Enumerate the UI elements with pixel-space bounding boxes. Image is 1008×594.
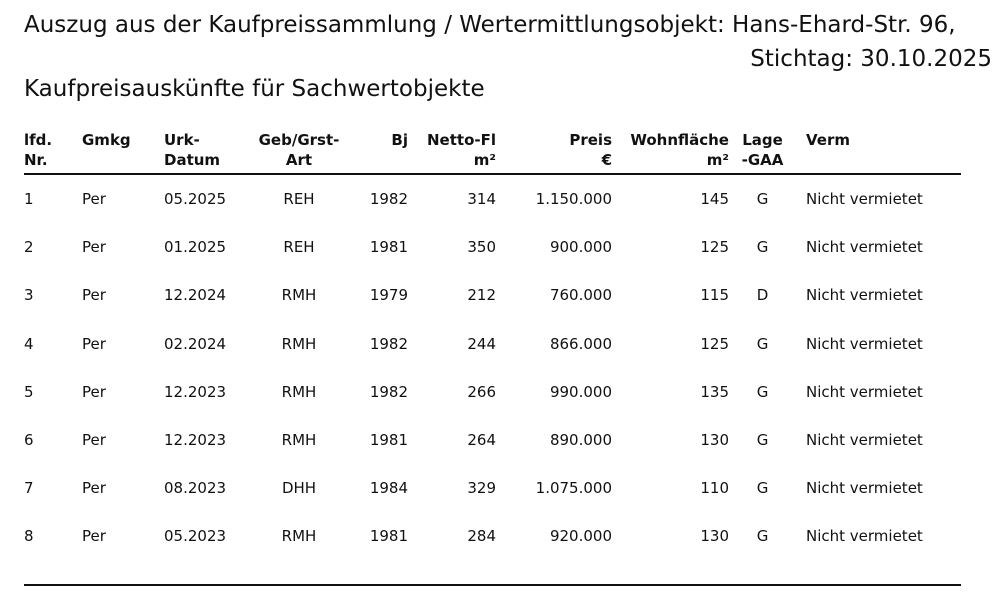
cell-lage-gaa: G <box>756 479 769 498</box>
cell-lage-gaa: G <box>756 190 769 209</box>
cell-bj: 1981 <box>369 238 408 257</box>
cell-urk-datum: 01.2025 <box>164 238 227 257</box>
cell-wohnflaeche: 125 <box>700 334 729 353</box>
col-header-line1: Wohnfläche <box>630 131 729 149</box>
cell-preis: 760.000 <box>549 286 612 305</box>
cell-geb-grst-art: REH <box>283 190 315 209</box>
col-header-bj <box>350 128 408 174</box>
cell-netto-fl: 329 <box>467 479 496 498</box>
cell-verm: Nicht vermietet <box>806 190 923 209</box>
col-header-line1: Verm <box>806 131 850 149</box>
cell-bj: 1982 <box>369 334 408 353</box>
col-header-gmkg <box>82 128 164 174</box>
cell-preis: 1.150.000 <box>535 190 612 209</box>
col-header-verm <box>796 128 961 174</box>
table-row <box>24 464 961 512</box>
col-header-line1: lfd. <box>24 131 53 149</box>
cell-netto-fl: 264 <box>467 431 496 450</box>
cell-geb-grst-art: RMH <box>281 286 317 305</box>
col-header-line1: Lage <box>742 131 783 149</box>
cell-verm: Nicht vermietet <box>806 238 923 257</box>
col-header-preis <box>496 128 612 174</box>
cell-wohnflaeche: 125 <box>700 238 729 257</box>
cell-preis: 1.075.000 <box>535 479 612 498</box>
cell-gmkg: Per <box>82 334 106 353</box>
cell-bj: 1982 <box>369 382 408 401</box>
col-header-line2: m² <box>706 151 729 169</box>
cell-lfd-nr: 6 <box>24 431 34 450</box>
col-header-line2: Art <box>285 151 313 169</box>
col-header-line1: Urk- <box>164 131 200 149</box>
cell-geb-grst-art: RMH <box>281 527 317 546</box>
col-header-line1: Bj <box>391 131 408 149</box>
cell-verm: Nicht vermietet <box>806 286 923 305</box>
col-header-line2: -GAA <box>741 151 784 169</box>
bottom-divider <box>24 584 961 586</box>
cell-lfd-nr: 8 <box>24 527 34 546</box>
cell-urk-datum: 12.2024 <box>164 286 227 305</box>
cell-lfd-nr: 1 <box>24 190 34 209</box>
cell-gmkg: Per <box>82 190 106 209</box>
cell-geb-grst-art: RMH <box>281 431 317 450</box>
cell-verm: Nicht vermietet <box>806 382 923 401</box>
cell-gmkg: Per <box>82 479 106 498</box>
cell-lage-gaa: G <box>756 382 769 401</box>
table-row <box>24 416 961 464</box>
cell-preis: 866.000 <box>549 334 612 353</box>
cell-lfd-nr: 4 <box>24 334 34 353</box>
table-row <box>24 223 961 271</box>
cell-wohnflaeche: 115 <box>700 286 729 305</box>
cell-verm: Nicht vermietet <box>806 527 923 546</box>
cell-wohnflaeche: 145 <box>700 190 729 209</box>
section-subtitle: Kaufpreisauskünfte für Sachwertobjekte <box>24 76 485 102</box>
table-row <box>24 174 961 223</box>
col-header-lfd-nr <box>24 128 82 174</box>
cell-bj: 1981 <box>369 527 408 546</box>
col-header-lage-gaa <box>729 128 796 174</box>
document-title: Auszug aus der Kaufpreissammlung / Wertermittlungsobjekt: Hans-Ehard-Str. 96, <box>24 12 956 38</box>
cell-lfd-nr: 5 <box>24 382 34 401</box>
cell-bj: 1982 <box>369 190 408 209</box>
cell-lage-gaa: G <box>756 334 769 353</box>
cell-gmkg: Per <box>82 527 106 546</box>
cell-bj: 1981 <box>369 431 408 450</box>
cell-gmkg: Per <box>82 238 106 257</box>
cell-urk-datum: 05.2023 <box>164 527 227 546</box>
reference-date: Stichtag: 30.10.2025 <box>750 46 992 72</box>
cell-geb-grst-art: RMH <box>281 334 317 353</box>
col-header-line2: Datum <box>164 151 221 169</box>
cell-wohnflaeche: 135 <box>700 382 729 401</box>
cell-geb-grst-art: RMH <box>281 382 317 401</box>
cell-gmkg: Per <box>82 382 106 401</box>
col-header-geb-grst-art <box>248 128 350 174</box>
cell-bj: 1984 <box>369 479 408 498</box>
cell-preis: 890.000 <box>549 431 612 450</box>
cell-wohnflaeche: 130 <box>700 527 729 546</box>
cell-netto-fl: 244 <box>467 334 496 353</box>
cell-wohnflaeche: 130 <box>700 431 729 450</box>
cell-netto-fl: 212 <box>467 286 496 305</box>
cell-lage-gaa: G <box>756 527 769 546</box>
cell-lfd-nr: 3 <box>24 286 34 305</box>
col-header-line2: Nr. <box>24 151 48 169</box>
cell-preis: 990.000 <box>549 382 612 401</box>
cell-verm: Nicht vermietet <box>806 334 923 353</box>
cell-verm: Nicht vermietet <box>806 479 923 498</box>
table-row <box>24 512 961 560</box>
cell-urk-datum: 12.2023 <box>164 382 227 401</box>
col-header-netto-fl <box>408 128 496 174</box>
col-header-line1: Preis <box>569 131 612 149</box>
cell-wohnflaeche: 110 <box>700 479 729 498</box>
cell-netto-fl: 350 <box>467 238 496 257</box>
cell-preis: 900.000 <box>549 238 612 257</box>
col-header-line1: Netto-Fl <box>427 131 496 149</box>
table-header-row <box>24 128 961 174</box>
cell-verm: Nicht vermietet <box>806 431 923 450</box>
cell-bj: 1979 <box>369 286 408 305</box>
table-row <box>24 320 961 368</box>
col-header-line2: € <box>601 151 612 169</box>
cell-lage-gaa: G <box>756 238 769 257</box>
cell-urk-datum: 08.2023 <box>164 479 227 498</box>
purchase-price-table <box>24 128 961 561</box>
table-row <box>24 271 961 319</box>
col-header-line2: m² <box>473 151 496 169</box>
col-header-urk-datum <box>164 128 248 174</box>
cell-urk-datum: 05.2025 <box>164 190 227 209</box>
col-header-line1: Geb/Grst- <box>258 131 340 149</box>
col-header-wohnflaeche <box>612 128 729 174</box>
col-header-line1: Gmkg <box>82 131 131 149</box>
cell-geb-grst-art: DHH <box>281 479 317 498</box>
cell-lfd-nr: 7 <box>24 479 34 498</box>
cell-gmkg: Per <box>82 431 106 450</box>
cell-netto-fl: 284 <box>467 527 496 546</box>
table-row <box>24 368 961 416</box>
cell-gmkg: Per <box>82 286 106 305</box>
cell-geb-grst-art: REH <box>283 238 315 257</box>
cell-lfd-nr: 2 <box>24 238 34 257</box>
cell-urk-datum: 12.2023 <box>164 431 227 450</box>
cell-urk-datum: 02.2024 <box>164 334 227 353</box>
cell-lage-gaa: G <box>756 431 769 450</box>
cell-netto-fl: 266 <box>467 382 496 401</box>
cell-lage-gaa: D <box>756 286 769 305</box>
cell-preis: 920.000 <box>549 527 612 546</box>
cell-netto-fl: 314 <box>467 190 496 209</box>
